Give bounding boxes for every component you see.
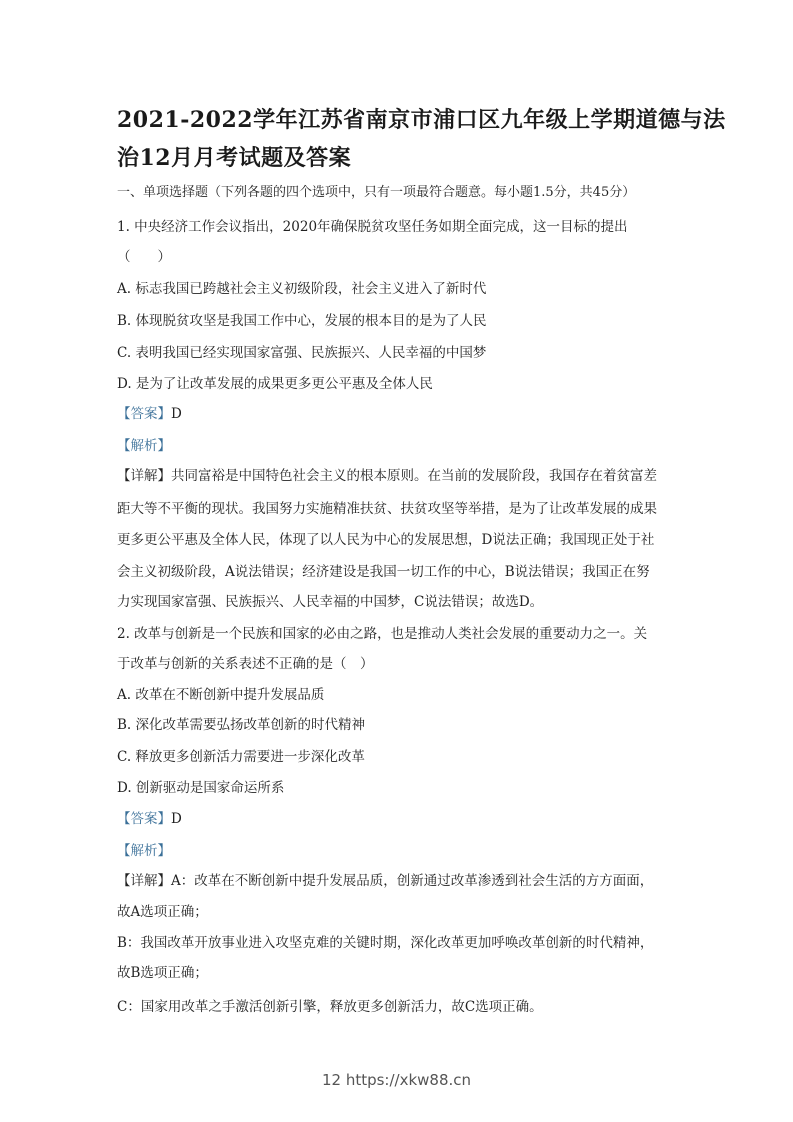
q2-option-d: D. 创新驱动是国家命运所系 — [117, 780, 285, 796]
q2-option-a: A. 改革在不断创新中提升发展品质 — [117, 687, 325, 703]
q1-stem: 1. 中央经济工作会议指出，2020年确保脱贫攻坚任务如期全面完成，这一目标的提出 — [117, 219, 628, 235]
q1-detail-line: 会主义初级阶段，A说法错误；经济建设是我国一切工作的中心，B说法错误；我国正在努 — [117, 564, 650, 580]
doc-title-line2: 治12月月考试题及答案 — [117, 145, 352, 171]
answer-value: D — [171, 811, 182, 827]
q1-detail-line — [117, 467, 657, 485]
q1-detail-line: 距大等不平衡的现状。我国努力实施精准扶贫、扶贫攻坚等举措，是为了让改革发展的成果 — [117, 501, 657, 517]
q2-answer — [117, 810, 182, 828]
q2-stem-cont: 于改革与创新的关系表述不正确的是（ ） — [117, 656, 374, 672]
q2-detail-line: C：国家用改革之手激活创新引擎，释放更多创新活力，故C选项正确。 — [117, 999, 543, 1015]
analysis-tag: 【解析】 — [117, 843, 171, 859]
q1-option-c: C. 表明我国已经实现国家富强、民族振兴、人民幸福的中国梦 — [117, 345, 487, 361]
q2-detail-line: B：我国改革开放事业进入攻坚克难的关键时期，深化改革更加呼唤改革创新的时代精神， — [117, 935, 654, 951]
q2-option-c: C. 释放更多创新活力需要进一步深化改革 — [117, 749, 365, 765]
answer-tag: 【答案】 — [117, 406, 171, 422]
q1-option-a: A. 标志我国已跨越社会主义初级阶段，社会主义进入了新时代 — [117, 281, 487, 297]
q2-detail-line: 故A选项正确； — [117, 904, 208, 920]
q2-detail-line — [117, 872, 653, 890]
detail-text: A：改革在不断创新中提升发展品质，创新通过改革渗透到社会生活的方方面面， — [171, 873, 654, 889]
q1-stem-blank: （ ） — [117, 249, 171, 265]
q2-analysis-tag — [117, 842, 171, 860]
q2-option-b: B. 深化改革需要弘扬改革创新的时代精神 — [117, 717, 366, 733]
detail-tag: 【详解】 — [117, 468, 171, 484]
q1-detail-line: 更多更公平惠及全体人民，体现了以人民为中心的发展思想，D说法正确；我国现正处于社 — [117, 532, 655, 548]
q1-detail-line: 力实现国家富强、民族振兴、人民幸福的中国梦，C说法错误；故选D。 — [117, 594, 544, 610]
page-footer: 12 https://xkw88.cn — [321, 1071, 472, 1089]
section-heading: 一、单项选择题（下列各题的四个选项中，只有一项最符合题意。每小题1.5分，共45分） — [117, 185, 636, 200]
analysis-tag: 【解析】 — [117, 438, 171, 454]
answer-value: D — [171, 406, 182, 422]
q2-stem: 2. 改革与创新是一个民族和国家的必由之路，也是推动人类社会发展的重要动力之一。关 — [117, 626, 648, 642]
q2-detail-line: 故B选项正确； — [117, 965, 208, 981]
q1-analysis-tag — [117, 437, 171, 455]
q1-option-b: B. 体现脱贫攻坚是我国工作中心，发展的根本目的是为了人民 — [117, 313, 487, 329]
q1-answer — [117, 405, 182, 423]
detail-text: 共同富裕是中国特色社会主义的根本原则。在当前的发展阶段，我国存在着贫富差 — [171, 468, 657, 484]
detail-tag: 【详解】 — [117, 873, 171, 889]
q1-option-d: D. 是为了让改革发展的成果更多更公平惠及全体人民 — [117, 376, 433, 392]
doc-title-line1: 2021-2022学年江苏省南京市浦口区九年级上学期道德与法 — [117, 107, 726, 133]
answer-tag: 【答案】 — [117, 811, 171, 827]
